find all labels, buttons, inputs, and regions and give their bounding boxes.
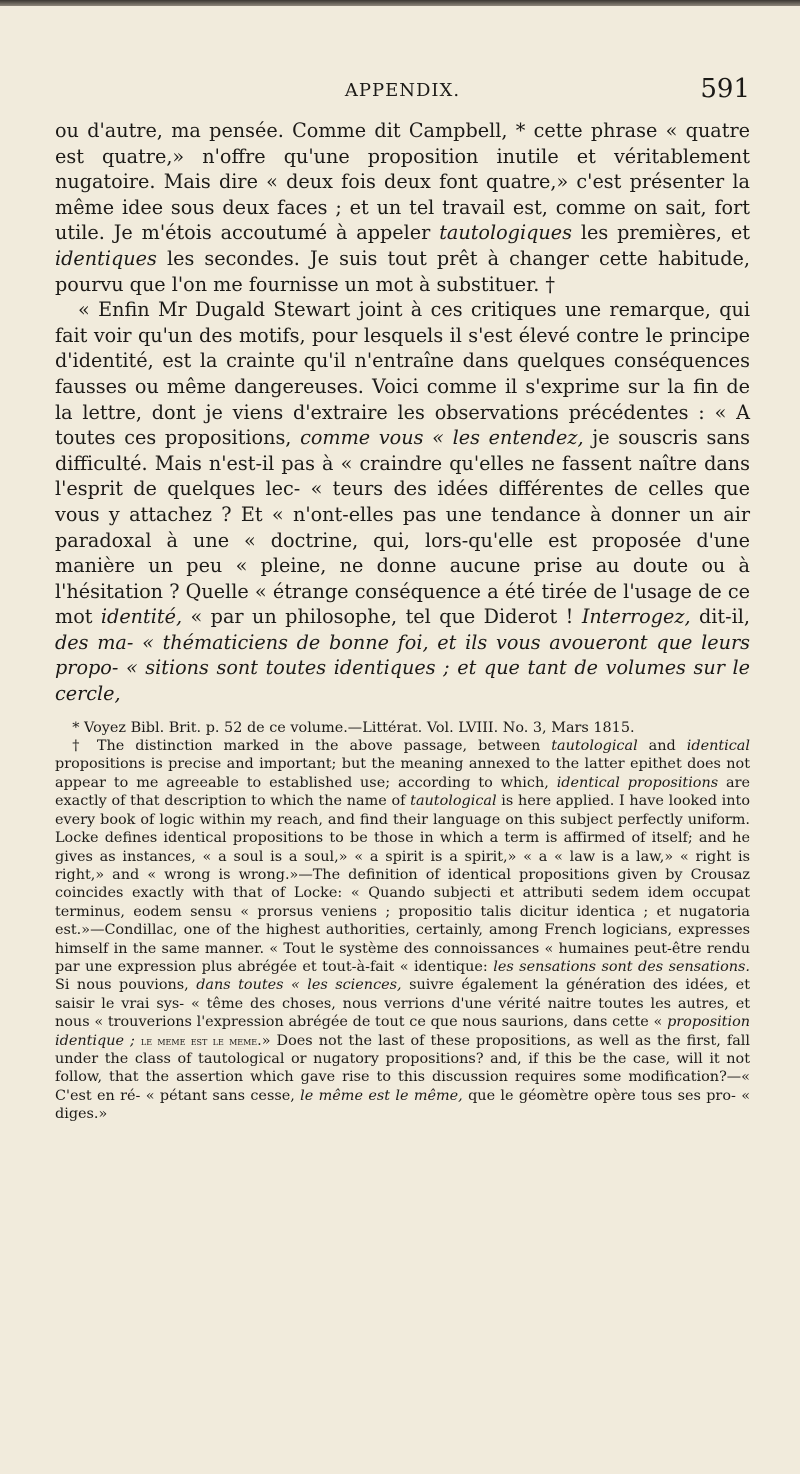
page-top-edge: [0, 0, 800, 6]
italic-term: identité,: [100, 605, 183, 629]
footnote-asterisk: * Voyez Bibl. Brit. p. 52 de ce volume.—Littérat. Vol. LVIII. No. 3, Mars 1815.: [72, 719, 635, 736]
footnote-dagger: † The distinction marked in the above passage, between tautological and identical propositions is precise and important; but the meaning annexed to the latter epithet does not appear to me agreeable to established use; according to which, identical propositions are exactly of that description to which the name of tautological is here applied. I have looked into every book of logic within my reach, and find their language on this subject perfectly uniform. Locke defines identical propositions to be those in which a term is affirmed of itself; and he gives as instances, « a soul is a soul,» « a spirit is a spirit,» « a « law is a law,» « right is right,» and « wrong is wrong.»—The definition of identical propositions given by Crousaz coincides exactly with that of Locke: « Quando subjecti et attributi sedem idem occupat terminus, eodem sensu « prorsus veniens ; propositio talis dicitur identica ; et nugatoria est.»—Condillac, one of the highest authorities, certainly, among French logicians, expresses himself in the same manner. « Tout le système des connoissances « humaines peut-être rendu par une expression plus abrégée et tout-à-fait « identique: les sensations sont des sensations. Si nous pouvions, dans toutes « les sciences, suivre également la génération des idées, et saisir le vrai sys- « tême des choses, nous verrions d'une vérité naitre toutes les autres, et nous « trouverions l'expression abrégée de tout ce que nous saurions, dans cette « proposition identique ; le meme est le meme.» Does not the last of these propositions, as well as the first, fall under the class of tautological or nugatory propositions? and, if this be the case, will it not follow, that the assertion which gave rise to this discussion requires some modification?—« C'est en ré- « pétant sans cesse, le même est le même, que le géomètre opère tous ses pro- « diges.»: [55, 738, 751, 1123]
italic-phrase: comme vous « les entendez,: [300, 426, 584, 450]
paragraph-stewart: « Enfin Mr Dugald Stewart joint à ces critiques une remarque, qui fait voir qu'un des motifs, pour lesquels il s'est élevé contre le principe d'identité, est la crainte qu'il n'entraîne dans quelques conséquences fausses ou même dangereuses. Voici comme il s'exprime sur la fin de la lettre, dont je viens d'extraire les observations précédentes : « A toutes ces propositions, comme vous « les entendez, je souscris sans difficulté. Mais n'est-il pas à « craindre qu'elles ne fassent naître dans l'esprit de quelques lec- « teurs des idées différentes de celles que vous y attachez ? Et « n'ont-elles pas une tendance à donner un air paradoxal à une « doctrine, qui, lors-qu'elle est proposée d'une manière un peu « pleine, ne donne aucune prise au doute ou à l'hésitation ? Quelle « étrange conséquence a été tirée de l'usage de ce mot identité, « par un philosophe, tel que Diderot ! Interrogez, dit-il, des ma- « thématiciens de bonne foi, et ils vous avoueront que leurs propo- « sitions sont toutes identiques ; et que tant de volumes sur le cercle,: [55, 298, 751, 706]
running-header: [55, 74, 750, 110]
running-title: APPENDIX.: [344, 80, 461, 101]
italic-quote: des ma- « thématiciens de bonne foi, et ils vous avoueront que leurs propo- « sitions sont toutes identiques ; et que tant de volumes sur le cercle,: [55, 630, 750, 706]
italic-term: identiques: [55, 246, 157, 270]
italic-term: Interrogez,: [581, 605, 691, 629]
small-caps-phrase: le meme est le meme: [140, 1033, 258, 1048]
main-text: [55, 118, 750, 707]
italic-term: tautologiques: [439, 221, 572, 245]
page-number: 591: [700, 74, 750, 104]
paragraph-campbell: ou d'autre, ma pensée. Comme dit Campbell, * cette phrase « quatre est quatre,» n'offre qu'une proposition inutile et véritablement nugatoire. Mais dire « deux fois deux font quatre,» c'est présenter la même idee sous deux faces ; et un tel travail est, comme on sait, fort utile. Je m'étois accoutumé à appeler tautologiques les premières, et identiques les secondes. Je suis tout prêt à changer cette habitude, pourvu que l'on me fournisse un mot à substituer. †: [55, 119, 750, 296]
footnotes: [55, 719, 750, 1124]
book-page: [55, 74, 750, 1124]
